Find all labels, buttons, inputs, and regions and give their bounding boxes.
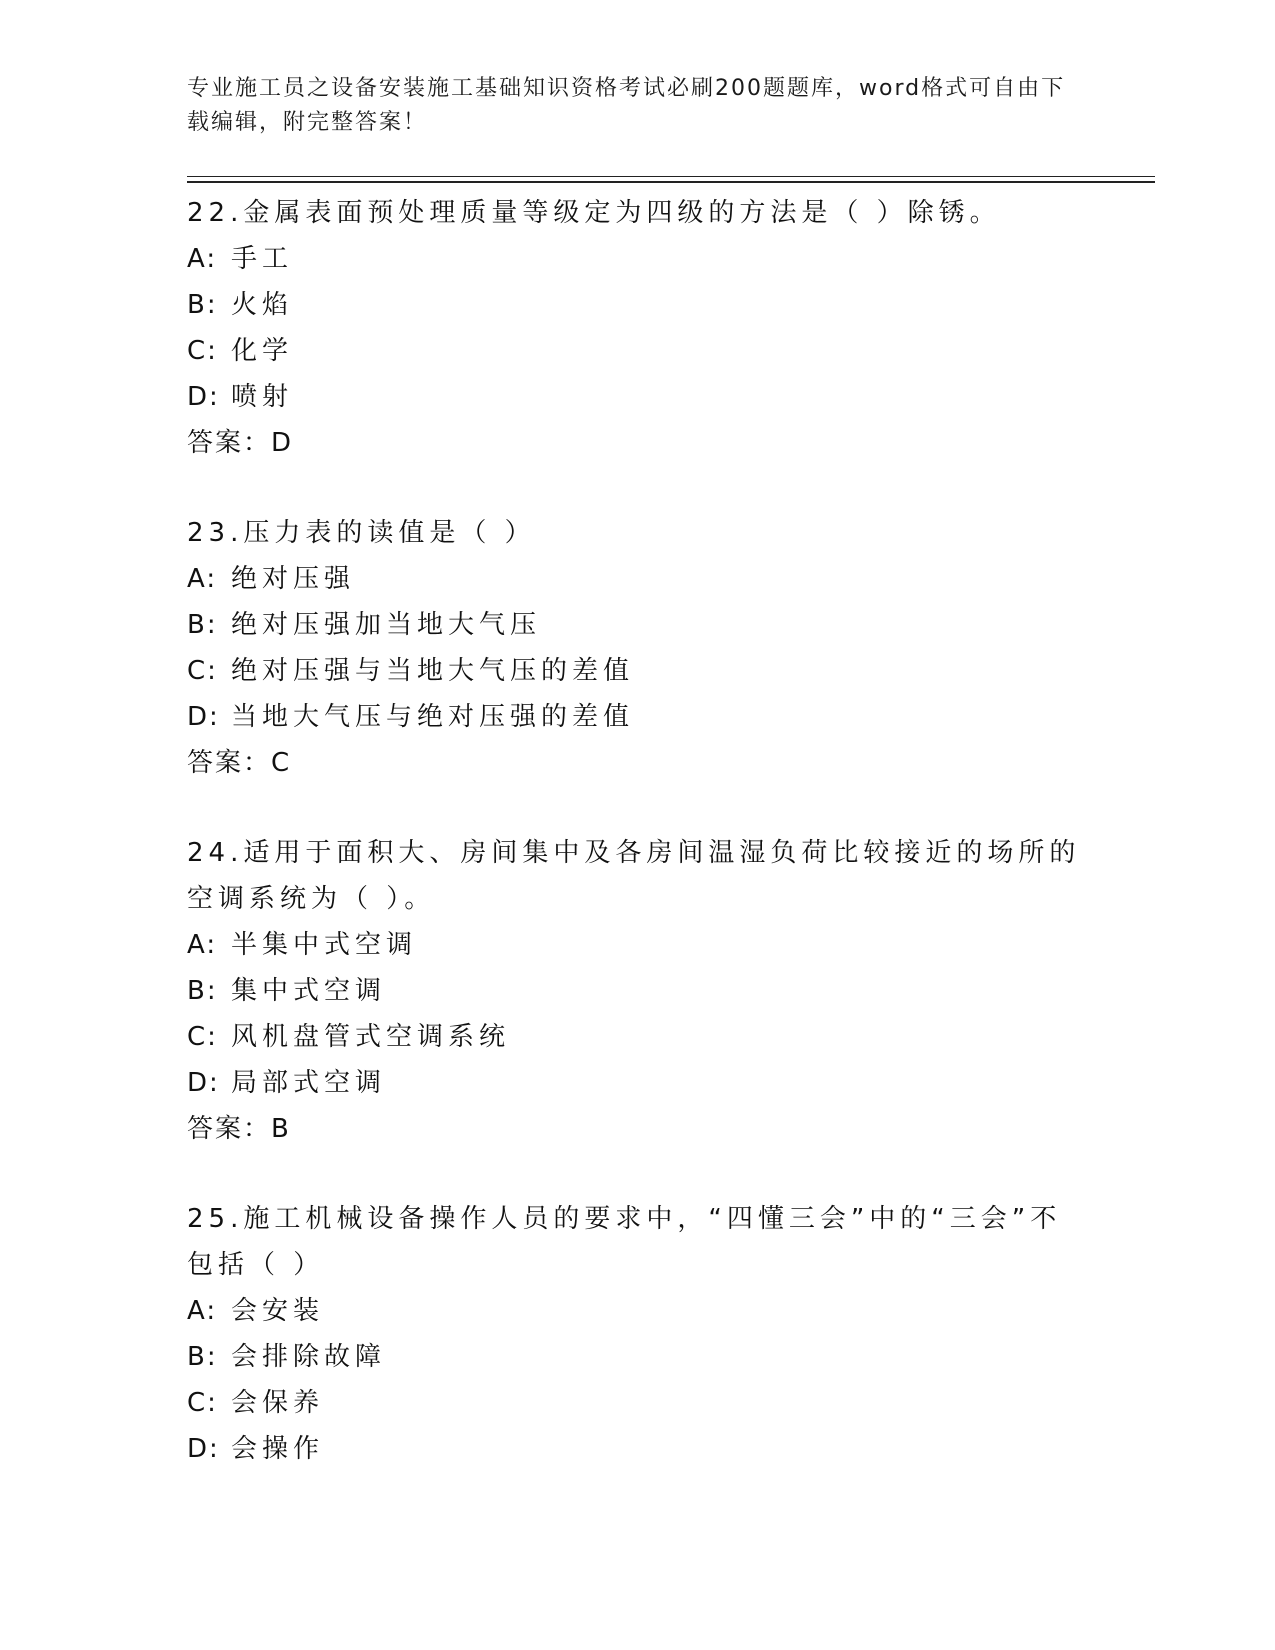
option-key: A: <box>187 930 218 960</box>
question-25 <box>187 1196 1087 1472</box>
option-text: 化学 <box>231 336 294 366</box>
answer-line: 答案：D <box>187 428 294 458</box>
question-24 <box>187 830 1087 1152</box>
header-divider-thick <box>187 181 1155 183</box>
option-key: B: <box>187 610 218 640</box>
option-key: C: <box>187 1022 218 1052</box>
option-key: B: <box>187 976 218 1006</box>
option-key: B: <box>187 290 218 320</box>
question-22 <box>187 190 1087 466</box>
option-b <box>187 968 1087 1014</box>
option-d <box>187 1426 1087 1472</box>
option-text: 会保养 <box>231 1388 325 1418</box>
option-b <box>187 602 1087 648</box>
option-text: 当地大气压与绝对压强的差值 <box>231 702 635 732</box>
option-a <box>187 1288 1087 1334</box>
answer-line: 答案：C <box>187 748 292 778</box>
option-b <box>187 1334 1087 1380</box>
option-c <box>187 1380 1087 1426</box>
option-text: 风机盘管式空调系统 <box>231 1022 511 1052</box>
option-key: D: <box>187 1068 220 1098</box>
option-key: D: <box>187 1434 220 1464</box>
option-c <box>187 648 1087 694</box>
option-text: 会排除故障 <box>231 1342 387 1372</box>
answer-line: 答案：B <box>187 1114 291 1144</box>
option-text: 会安装 <box>231 1296 325 1326</box>
option-key: A: <box>187 1296 218 1326</box>
question-stem: 23.压力表的读值是（ ） <box>187 518 536 548</box>
option-c <box>187 1014 1087 1060</box>
option-d <box>187 374 1087 420</box>
option-a <box>187 556 1087 602</box>
option-text: 手工 <box>231 244 294 274</box>
option-key: A: <box>187 244 218 274</box>
option-key: A: <box>187 564 218 594</box>
option-key: B: <box>187 1342 218 1372</box>
option-text: 半集中式空调 <box>231 930 418 960</box>
option-b <box>187 282 1087 328</box>
header-divider-thin <box>187 176 1155 177</box>
option-d <box>187 694 1087 740</box>
option-text: 会操作 <box>231 1434 325 1464</box>
question-stem: 24.适用于面积大、房间集中及各房间温湿负荷比较接近的场所的空调系统为（ ）。 <box>187 838 1081 914</box>
option-a <box>187 236 1087 282</box>
option-key: C: <box>187 656 218 686</box>
document-header: 专业施工员之设备安装施工基础知识资格考试必刷200题题库，word格式可自由下载编辑，附完整答案！ <box>187 76 1066 135</box>
option-c <box>187 328 1087 374</box>
option-key: C: <box>187 336 218 366</box>
question-list <box>187 190 1087 1516</box>
question-stem: 25.施工机械设备操作人员的要求中，“四懂三会”中的“三会”不包括（ ） <box>187 1204 1062 1280</box>
option-text: 喷射 <box>231 382 294 412</box>
option-key: C: <box>187 1388 218 1418</box>
option-text: 绝对压强加当地大气压 <box>231 610 542 640</box>
option-text: 火焰 <box>231 290 294 320</box>
question-23 <box>187 510 1087 786</box>
option-d <box>187 1060 1087 1106</box>
option-key: D: <box>187 382 220 412</box>
option-a <box>187 922 1087 968</box>
option-text: 绝对压强 <box>231 564 356 594</box>
option-text: 局部式空调 <box>231 1068 387 1098</box>
question-stem: 22.金属表面预处理质量等级定为四级的方法是（ ）除锈。 <box>187 198 1001 228</box>
option-text: 集中式空调 <box>231 976 387 1006</box>
option-key: D: <box>187 702 220 732</box>
option-text: 绝对压强与当地大气压的差值 <box>231 656 635 686</box>
